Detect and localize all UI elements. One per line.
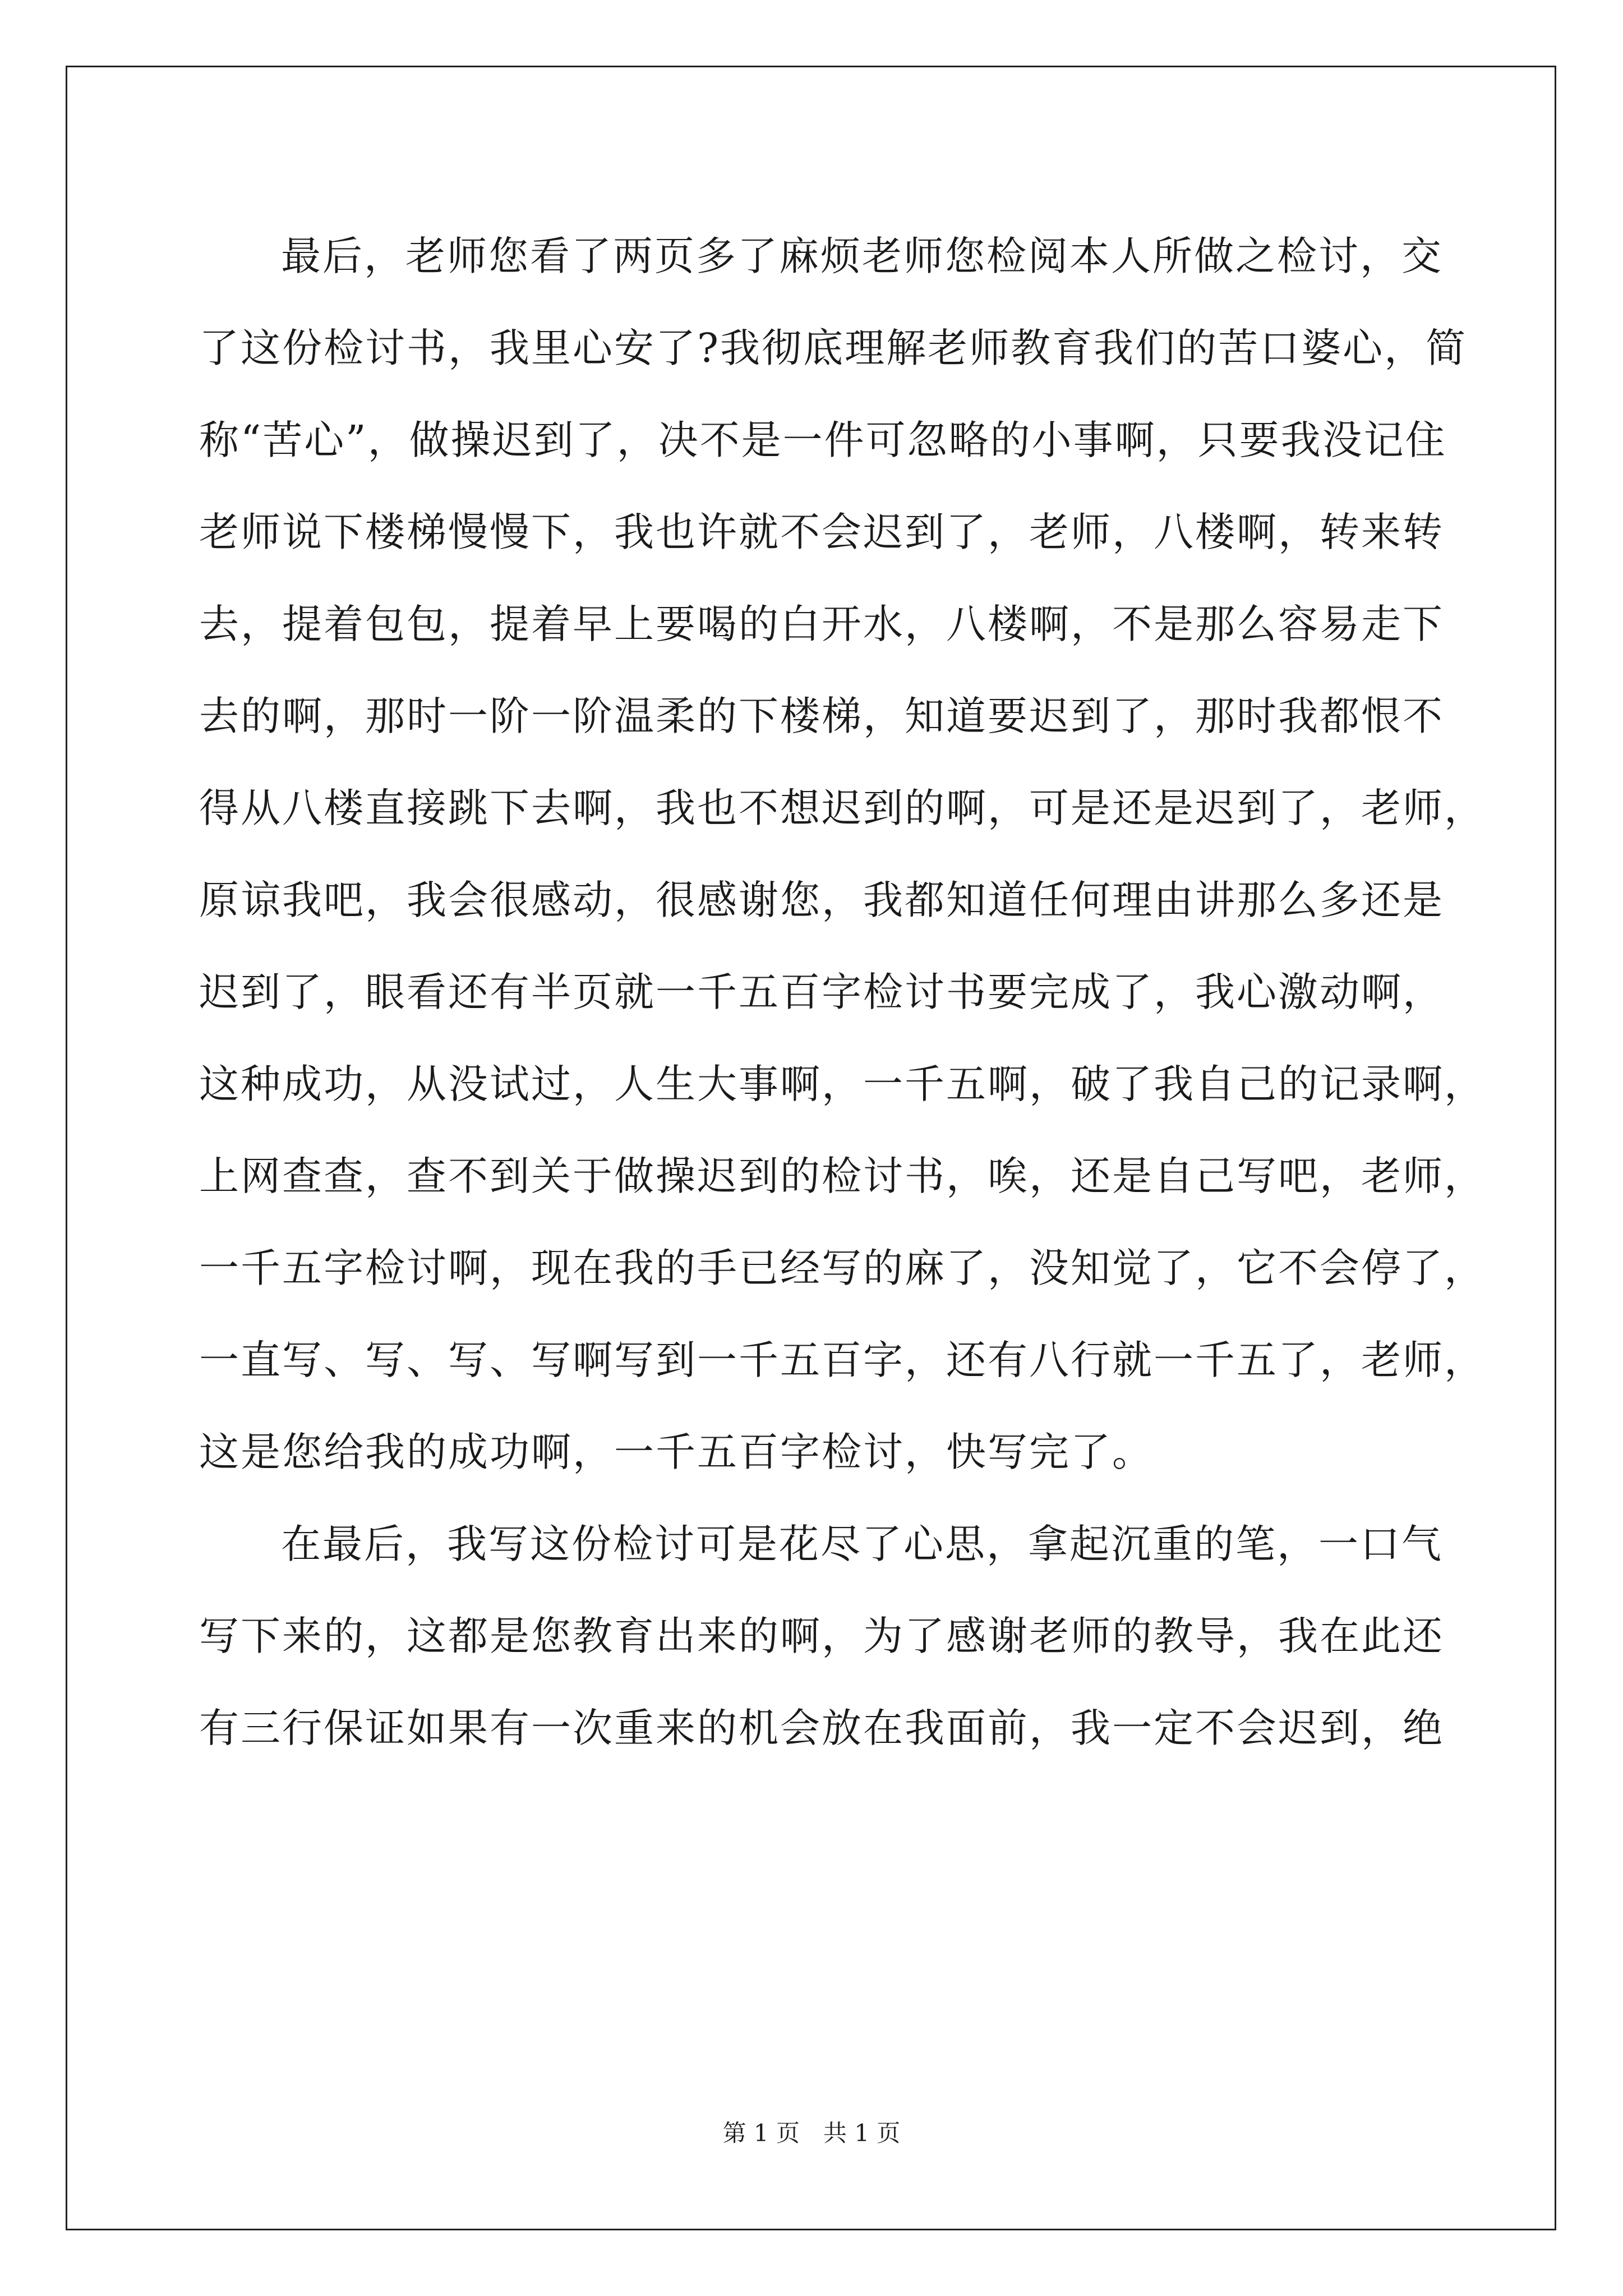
- text-line: 这种成功，从没试过，人生大事啊，一千五啊，破了我自己的记录啊，: [199, 1061, 1486, 1107]
- text-line: 写下来的，这都是您教育出来的啊，为了感谢老师的教导，我在此还: [199, 1613, 1445, 1659]
- text-line: 老师说下楼梯慢慢下，我也许就不会迟到了，老师，八楼啊，转来转: [199, 509, 1445, 555]
- page-number: 第 1 页: [722, 2119, 800, 2147]
- text-line: 原谅我吧，我会很感动，很感谢您，我都知道任何理由讲那么多还是: [199, 877, 1445, 923]
- text-line: 一千五字检讨啊，现在我的手已经写的麻了，没知觉了，它不会停了，: [199, 1245, 1486, 1291]
- text-line: 了这份检讨书，我里心安了?我彻底理解老师教育我们的苦口婆心，简: [199, 325, 1468, 371]
- text-line: 称“苦心”，做操迟到了，决不是一件可忽略的小事啊，只要我没记住: [199, 417, 1447, 463]
- text-line: 去，提着包包，提着早上要喝的白开水，八楼啊，不是那么容易走下: [199, 601, 1445, 647]
- text-line: 有三行保证如果有一次重来的机会放在我面前，我一定不会迟到，绝: [199, 1705, 1445, 1751]
- text-line: 最后，老师您看了两页多了麻烦老师您检阅本人所做之检讨，交: [281, 233, 1444, 279]
- text-line: 在最后，我写这份检讨可是花尽了心思，拿起沉重的笔，一口气: [281, 1521, 1444, 1567]
- document-body: [199, 210, 1486, 1774]
- paragraph-2: [199, 1498, 1445, 1774]
- text-line: 得从八楼直接跳下去啊，我也不想迟到的啊，可是还是迟到了，老师，: [199, 785, 1486, 831]
- text-line: 一直写、写、写、写啊写到一千五百字，还有八行就一千五了，老师，: [199, 1337, 1486, 1383]
- paragraph-1: [199, 210, 1486, 1498]
- text-line: 去的啊，那时一阶一阶温柔的下楼梯，知道要迟到了，那时我都恨不: [199, 693, 1445, 739]
- page-total: 共 1 页: [823, 2119, 901, 2147]
- page-footer: [0, 2119, 1623, 2147]
- text-line: 上网查查，查不到关于做操迟到的检讨书，唉，还是自己写吧，老师，: [199, 1153, 1486, 1199]
- text-line: 这是您给我的成功啊，一千五百字检讨，快写完了。: [199, 1429, 1154, 1475]
- text-line: 迟到了，眼看还有半页就一千五百字检讨书要完成了，我心激动啊，: [199, 969, 1445, 1015]
